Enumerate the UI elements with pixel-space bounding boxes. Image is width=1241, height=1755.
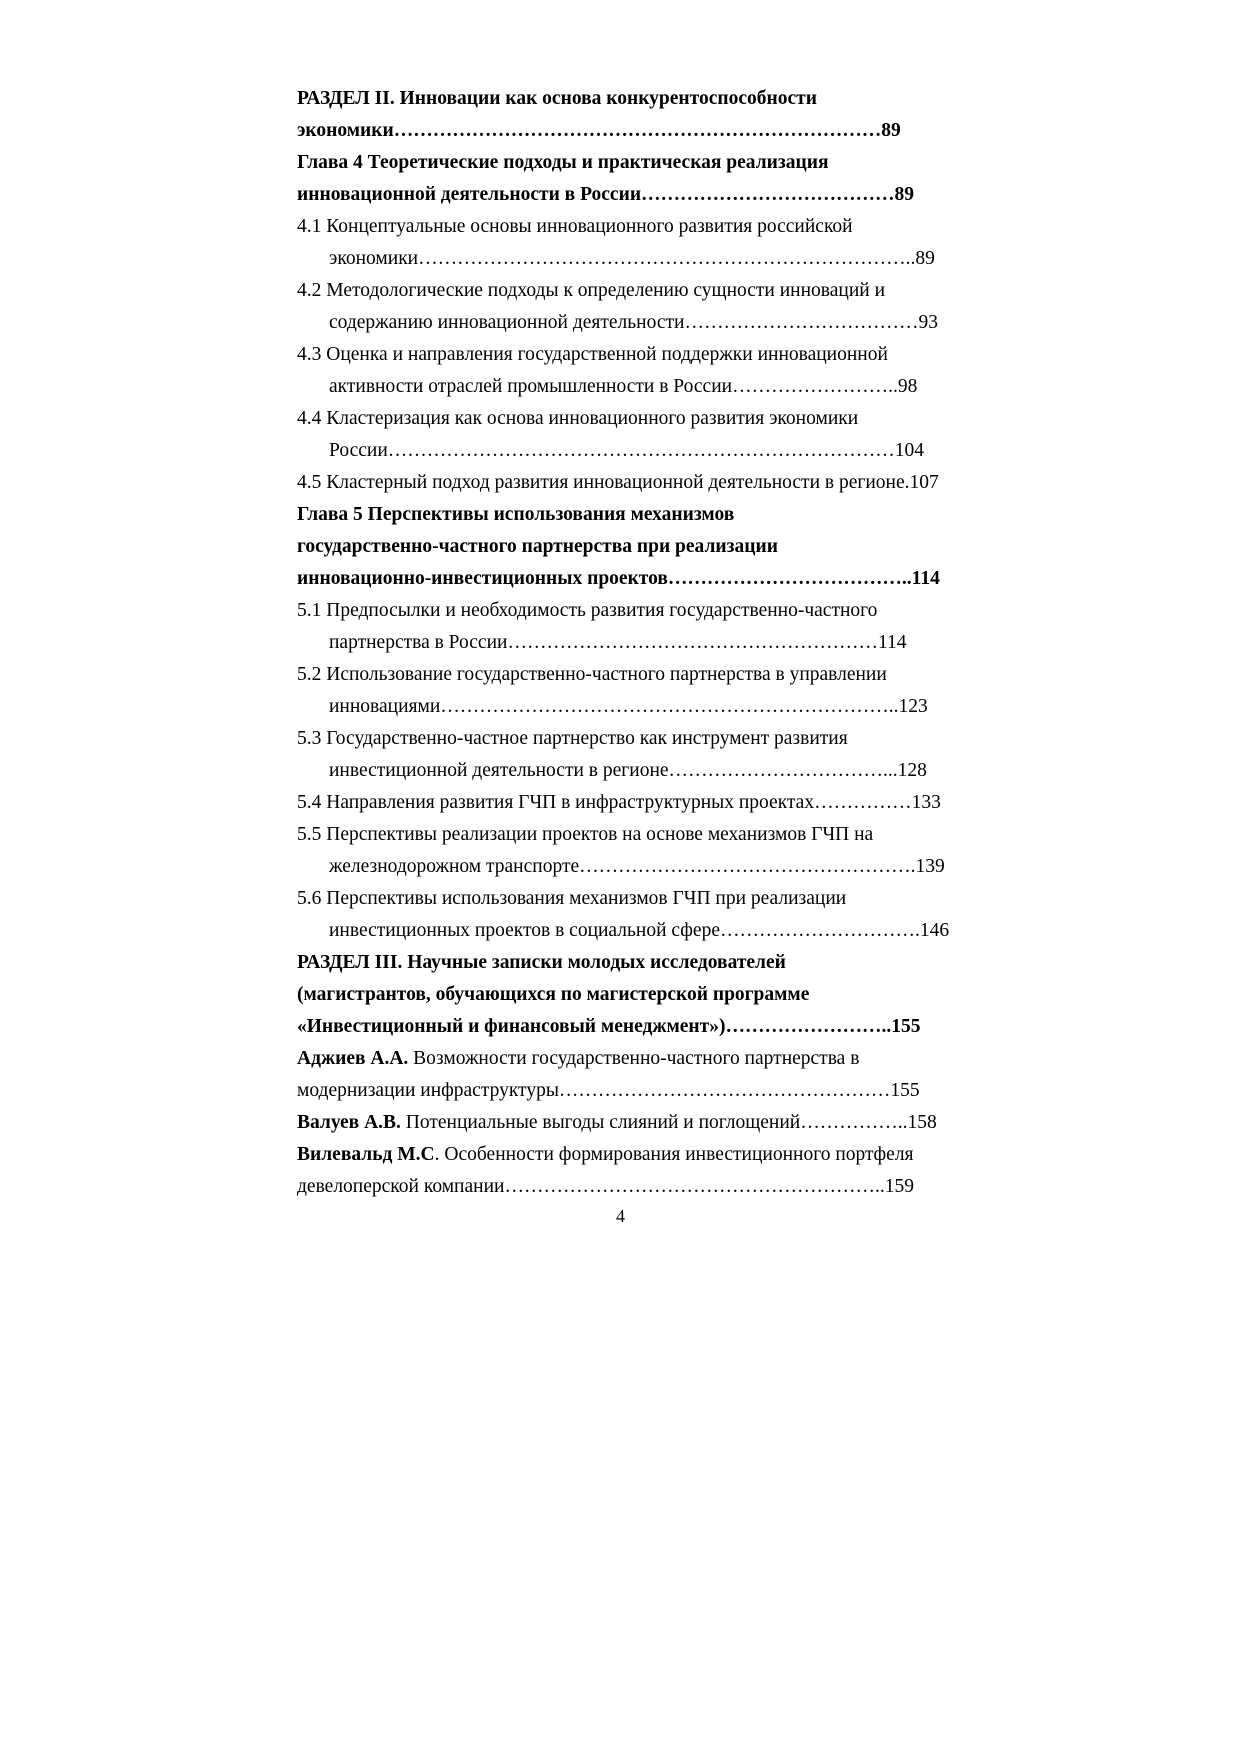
- article-title: . Особенности формирования инвестиционного портфеля: [434, 1144, 914, 1165]
- toc-line: инновационно-инвестиционных проектов………………………………..114: [297, 568, 940, 589]
- toc-line: 5.1 Предпосылки и необходимость развития государственно-частного: [297, 600, 878, 621]
- toc-entry-4-3: [297, 339, 1007, 403]
- toc-author-entry-adzhiev: [297, 1043, 1007, 1107]
- article-title: Потенциальные выгоды слияний и поглощений……………..158: [400, 1112, 937, 1133]
- toc-entry-5-1: [297, 595, 1007, 659]
- toc-line: инновационной деятельности в России…………………………………89: [297, 184, 915, 205]
- toc-line: экономики…………………………………………………………………..89: [329, 248, 935, 269]
- toc-entry-4-1: [297, 211, 1007, 275]
- toc-line: Глава 5 Перспективы использования механизмов: [297, 504, 735, 525]
- author-name: Аджиев А.А.: [297, 1048, 409, 1069]
- toc-entry-4-2: [297, 275, 1007, 339]
- table-of-contents: [297, 83, 1007, 1203]
- toc-entry-section-3: [297, 947, 1007, 1043]
- toc-line: 5.2 Использование государственно-частного партнерства в управлении: [297, 664, 887, 685]
- toc-line: 4.2 Методологические подходы к определению сущности инноваций и: [297, 280, 886, 301]
- toc-line: 4.5 Кластерный подход развития инновационной деятельности в регионе.107: [297, 472, 939, 493]
- toc-line: экономики…………………………………………………………………89: [297, 120, 901, 141]
- toc-line: железнодорожном транспорте…………………………………………….139: [329, 856, 945, 877]
- toc-line: активности отраслей промышленности в России……………………..98: [329, 376, 918, 397]
- toc-entry-5-2: [297, 659, 1007, 723]
- toc-line: [297, 1107, 1007, 1139]
- toc-line: инновациями……………………………………………………………..123: [329, 696, 928, 717]
- author-name: Валуев А.В.: [297, 1112, 401, 1133]
- toc-entry-chapter-4: [297, 147, 1007, 211]
- toc-entry-4-5: [297, 467, 1007, 499]
- toc-author-entry-valuev: [297, 1107, 1007, 1139]
- toc-line: РАЗДЕЛ II. Инновации как основа конкурентоспособности: [297, 88, 817, 109]
- toc-line: [297, 1043, 1007, 1075]
- toc-entry-5-5: [297, 819, 1007, 883]
- toc-line: [297, 1139, 1007, 1171]
- toc-line: инвестиционной деятельности в регионе……………………………...128: [329, 760, 927, 781]
- toc-line: модернизации инфраструктуры……………………………………………155: [297, 1080, 920, 1101]
- toc-line: содержанию инновационной деятельности………………………………93: [329, 312, 938, 333]
- toc-line: 4.3 Оценка и направления государственной поддержки инновационной: [297, 344, 888, 365]
- toc-entry-5-6: [297, 883, 1007, 947]
- toc-line: инвестиционных проектов в социальной сфере………………………….146: [329, 920, 950, 941]
- toc-line: России……………………………………………………………………104: [329, 440, 925, 461]
- toc-line: 4.1 Концептуальные основы инновационного развития российской: [297, 216, 853, 237]
- toc-entry-5-4: [297, 787, 1007, 819]
- page-number: 4: [616, 1206, 625, 1226]
- toc-line: 5.3 Государственно-частное партнерство как инструмент развития: [297, 728, 848, 749]
- toc-line: государственно-частного партнерства при реализации: [297, 536, 778, 557]
- toc-line: 5.4 Направления развития ГЧП в инфраструктурных проектах……………133: [297, 792, 941, 813]
- toc-line: партнерства в России…………………………………………………114: [329, 632, 907, 653]
- toc-line: РАЗДЕЛ III. Научные записки молодых исследователей: [297, 952, 786, 973]
- toc-line: девелоперской компании…………………………………………………..159: [297, 1176, 914, 1197]
- toc-entry-4-4: [297, 403, 1007, 467]
- toc-entry-section-2: [297, 83, 1007, 147]
- toc-line: 5.5 Перспективы реализации проектов на основе механизмов ГЧП на: [297, 824, 874, 845]
- toc-line: «Инвестиционный и финансовый менеджмент»)……………………..155: [297, 1016, 921, 1037]
- article-title: Возможности государственно-частного партнерства в: [408, 1048, 860, 1069]
- toc-line: 5.6 Перспективы использования механизмов ГЧП при реализации: [297, 888, 847, 909]
- author-name: Вилевальд М.С: [297, 1144, 435, 1165]
- toc-entry-chapter-5: [297, 499, 1007, 595]
- toc-line: (магистрантов, обучающихся по магистерской программе: [297, 984, 810, 1005]
- toc-line: 4.4 Кластеризация как основа инновационного развития экономики: [297, 408, 859, 429]
- toc-author-entry-vilevald: [297, 1139, 1007, 1203]
- toc-entry-5-3: [297, 723, 1007, 787]
- toc-line: Глава 4 Теоретические подходы и практическая реализация: [297, 152, 829, 173]
